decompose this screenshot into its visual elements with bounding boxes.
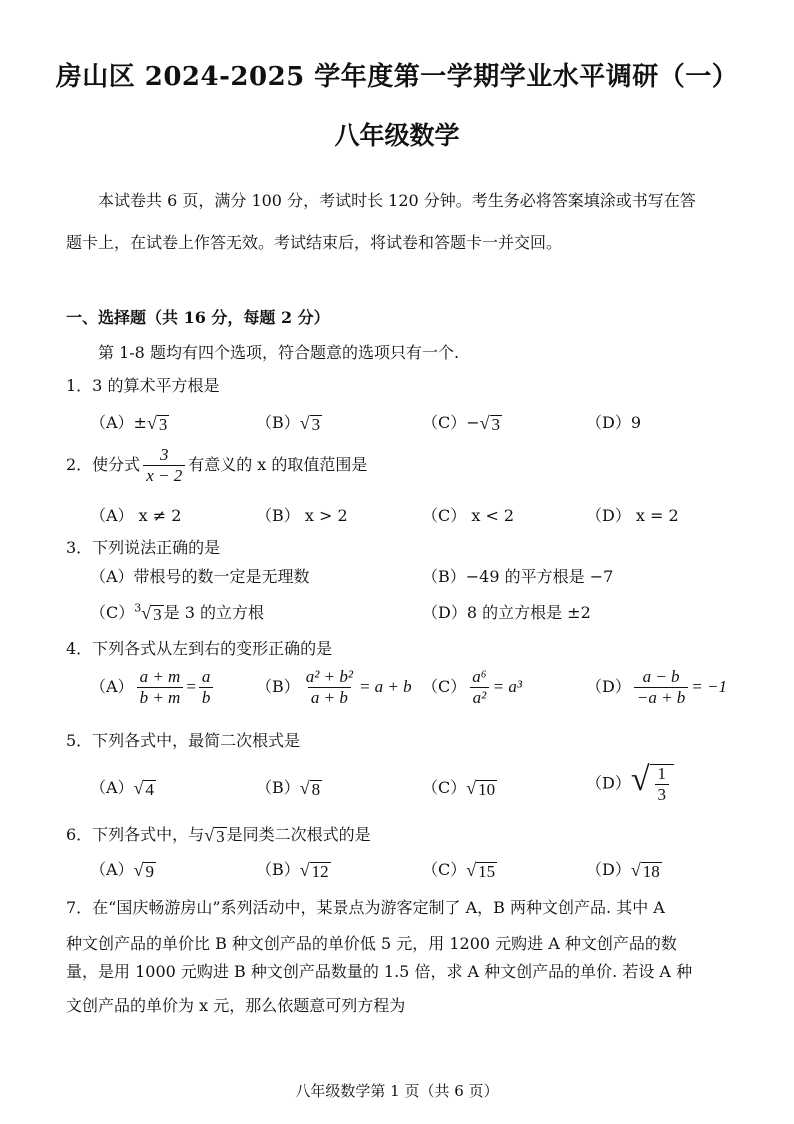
intro-line-1: 本试卷共 6 页，满分 100 分，考试时长 120 分钟。考生务必将答案填涂或书写在答 — [98, 191, 696, 210]
q5-option-d: （D） √ $\frac{1}{3}$ — [586, 760, 674, 804]
question-2-stem — [66, 446, 367, 485]
q3-option-c-label: （C） — [90, 603, 135, 622]
q6-b-radicand: 12 — [311, 862, 329, 881]
q4-d-rhs: = −1 — [691, 677, 727, 696]
q1-option-c-label: （C）− — [422, 413, 480, 432]
q4-c-num: a⁶ — [472, 667, 487, 686]
q4-option-c — [422, 668, 522, 707]
q4-b-rhs: = a + b — [358, 677, 412, 696]
q5-option-b-label: （B） — [256, 778, 300, 797]
q3-option-c-text: 是 3 的立方根 — [163, 603, 264, 622]
q4-option-c-label: （C） — [422, 677, 467, 696]
q6-stem-radicand: 3 — [216, 827, 225, 846]
q7-line-2: 种文创产品的单价比 B 种文创产品的单价低 5 元，用 1200 元购进 A 种文创产品的数 — [66, 934, 677, 953]
q4-b-num: a² + b² — [305, 667, 353, 686]
question-6-stem: 6．下列各式中，与 √ 3 是同类二次根式的是 — [66, 825, 371, 846]
q6-option-c-label: （C） — [422, 860, 467, 879]
q4-d-num: a − b — [642, 667, 680, 686]
q4-b-den: a + b — [308, 687, 351, 707]
q2-option-c: （C） x < 2 — [422, 506, 515, 525]
q1-a-radicand: 3 — [158, 415, 168, 434]
exam-subtitle: 八年级数学 — [334, 121, 460, 150]
section-note: 第 1-8 题均有四个选项，符合题意的选项只有一个. — [98, 343, 460, 362]
q2-option-d: （D） x = 2 — [586, 506, 679, 525]
q4-option-d — [586, 668, 727, 707]
question-1-stem: 1．3 的算术平方根是 — [66, 376, 220, 395]
q6-option-b: （B） √ 12 — [256, 860, 329, 881]
q3-option-a: （A）带根号的数一定是无理数 — [90, 567, 310, 586]
q2-fraction-den: x − 2 — [143, 465, 185, 485]
q6-option-c: （C） √ 15 — [422, 860, 496, 881]
q6-option-a: （A） √ 9 — [90, 860, 154, 881]
q5-c-radicand: 10 — [478, 780, 496, 799]
q6-c-radicand: 15 — [478, 862, 496, 881]
q1-option-c: （C）− √ 3 — [422, 413, 501, 434]
q5-b-radicand: 8 — [311, 780, 321, 799]
q6-d-radicand: 18 — [642, 862, 660, 881]
q1-option-d: （D）9 — [586, 413, 642, 432]
q2-fraction — [143, 446, 185, 485]
q5-option-a: （A） √ 4 — [90, 778, 154, 799]
q5-option-d-label: （D） — [586, 773, 631, 793]
q4-a-den: b + m — [137, 687, 184, 707]
intro-line-2: 题卡上，在试卷上作答无效。考试结束后，将试卷和答题卡一并交回。 — [66, 233, 563, 252]
q5-d-num: 1 — [657, 764, 667, 783]
q7-line-4: 文创产品的单价为 x 元，那么依题意可列方程为 — [66, 996, 406, 1015]
question-5-stem: 5．下列各式中，最简二次根式是 — [66, 731, 301, 750]
q4-option-b — [256, 668, 412, 707]
q3-root-index: 3 — [134, 601, 142, 615]
q5-option-c-label: （C） — [422, 778, 467, 797]
q6-option-d: （D） √ 18 — [586, 860, 660, 881]
q2-option-a: （A） x ≠ 2 — [90, 506, 182, 525]
q2-fraction-num: 3 — [159, 445, 169, 464]
q4-c-rhs: = a³ — [492, 677, 522, 696]
q1-c-radicand: 3 — [491, 415, 501, 434]
q3-option-b: （B）−49 的平方根是 −7 — [422, 567, 614, 586]
section-heading: 一、选择题（共 16 分，每题 2 分） — [66, 308, 330, 327]
q2-stem-post: 有意义的 x 的取值范围是 — [188, 455, 368, 474]
q3-option-c: $(C)^3$ √ 3 是 3 的立方根 — [90, 601, 264, 624]
q7-line-1: 7．在“国庆畅游房山”系列活动中，某景点为游客定制了 A，B 两种文创产品. 其中 A — [66, 898, 665, 917]
q6-stem-post: 是同类二次根式的是 — [226, 825, 371, 844]
q2-option-b: （B） x > 2 — [256, 506, 348, 525]
q2-stem-pre: 2．使分式 — [66, 455, 141, 474]
q4-option-b-label: （B） — [256, 677, 300, 696]
q4-c-den: a² — [470, 687, 490, 707]
q5-option-b: （B） √ 8 — [256, 778, 321, 799]
q6-option-a-label: （A） — [90, 860, 134, 879]
q5-d-den: 3 — [655, 784, 670, 804]
q5-option-c: （C） √ 10 — [422, 778, 496, 799]
q4-a-rhs-num: a — [201, 667, 211, 686]
q6-stem-pre: 6．下列各式中，与 — [66, 825, 205, 844]
q1-option-b: （B） √ 3 — [256, 413, 321, 434]
q1-option-a: （A）± √ 3 — [90, 413, 168, 434]
q7-line-3: 量，是用 1000 元购进 B 种文创产品数量的 1.5 倍，求 A 种文创产品的单价. 若设 A 种 — [66, 962, 693, 981]
q4-option-a: （A） $\frac{a + m}{b + m}$ = $\frac{a}{b}$ — [90, 668, 216, 707]
q1-b-radicand: 3 — [311, 415, 321, 434]
q4-d-den: −a + b — [634, 687, 688, 707]
q1-option-b-label: （B） — [256, 413, 300, 432]
q6-a-radicand: 9 — [145, 862, 154, 881]
q6-option-d-label: （D） — [586, 860, 631, 879]
q1-option-a-label: （A）± — [90, 413, 147, 432]
question-3-stem: 3．下列说法正确的是 — [66, 538, 221, 557]
q3-c-radicand: 3 — [153, 605, 162, 624]
q3-option-d: （D）8 的立方根是 ±2 — [422, 603, 591, 622]
q4-option-d-label: （D） — [586, 677, 631, 696]
q6-option-b-label: （B） — [256, 860, 300, 879]
question-4-stem: 4．下列各式从左到右的变形正确的是 — [66, 639, 333, 658]
q4-option-a-label: （A） — [90, 677, 134, 696]
q4-a-num: a + m — [139, 667, 181, 686]
exam-title: 房山区 2024-2025 学年度第一学期学业水平调研（一） — [55, 62, 739, 92]
q5-option-a-label: （A） — [90, 778, 134, 797]
q5-a-radicand: 4 — [145, 780, 154, 799]
q4-a-rhs-den: b — [199, 687, 214, 707]
page-footer: 八年级数学第 1 页（共 6 页） — [295, 1082, 499, 1100]
